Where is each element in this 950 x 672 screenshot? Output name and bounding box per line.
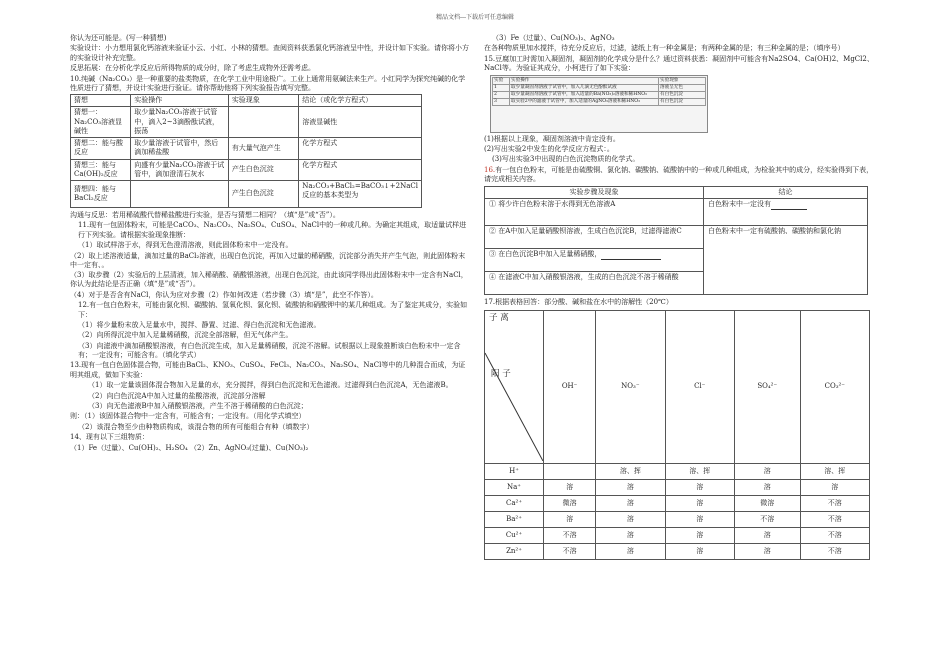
text-line: （3）向滤液中滴加硝酸银溶液，有白色沉淀生成，加入足量稀硝酸，沉淀不溶解。试根据以上现象推断该白色粉末中一定含有；一定没有；可能含有。（填化学式） <box>78 341 461 359</box>
table-header-cell: 猜想 <box>71 95 131 107</box>
table-cell: ② 在A中加入足量硝酸钡溶液，生成白色沉淀B，过滤得滤液C <box>485 226 704 249</box>
table-cell: 2 <box>493 91 510 98</box>
text-line: （3）Fe（过量）、Cu(NO₃)₂、AgNO₃ <box>492 34 615 42</box>
table-cell: 溶 <box>596 511 665 527</box>
table-cell <box>544 463 596 479</box>
table-cell: 溶 <box>596 495 665 511</box>
text-line: 在各种物质里加水搅拌，待充分反应后，过滤，滤纸上有一种金属是；有两种金属的是；有三种金属的是；（填序号） <box>484 44 845 53</box>
text-line: （1）取一定量该固体混合物加入足量的水，充分搅拌，得到白色沉淀和无色滤液。过滤得到白色沉淀A，无色滤液B。 <box>88 381 453 390</box>
right-column <box>484 34 876 560</box>
table-cell <box>131 181 229 208</box>
table-cell: 1 <box>493 84 510 91</box>
left-column <box>70 34 470 454</box>
table-cell: 微溶 <box>734 495 800 511</box>
table-cell: 溶 <box>734 479 800 495</box>
cation-header: Na⁺ <box>485 479 544 495</box>
table-header-row <box>71 95 422 107</box>
text-line: （1）Fe（过量）、Cu(OH)₂、H₂SO₄ （2）Zn、AgNO₃(过量)、Cu(NO₃)₂ <box>70 443 309 452</box>
text-line: 则：（1）该固体混合物中一定含有，可能含有；一定没有。（用化学式填空） <box>70 412 306 421</box>
table-cell: 溶 <box>734 527 800 543</box>
text-line: 15.豆腐加工时需加入凝固剂，凝固剂的化学成分是什么？通过资料获悉：凝固剂中可能含有Na2SO4、Ca(OH)2、MgCl2、NaCl等。为验证其成分，小柯进行了如下实验： <box>484 54 874 73</box>
table-cell: 溶 <box>544 511 596 527</box>
anion-header: OH⁻ <box>544 310 596 463</box>
question-number: 16. <box>484 165 496 174</box>
table-cell: 不溶 <box>800 527 869 543</box>
table-row <box>493 98 706 105</box>
table-cell: 取少量Na₂CO₃溶液于试管中，滴入2~3滴酚酞试液，振荡 <box>131 107 229 138</box>
text-line: （2）该混合物至少由种物质构成，该混合物的所有可能组合有种（填数字） <box>78 422 314 431</box>
table-cell: 溶、挥 <box>596 463 665 479</box>
cation-header: Ba²⁺ <box>485 511 544 527</box>
table-cell: 溶 <box>596 543 665 559</box>
table-row <box>71 107 422 138</box>
table-row <box>493 91 706 98</box>
answer-blank <box>601 252 661 260</box>
table-cell: 有白色沉淀 <box>659 91 706 98</box>
cation-header: Cu²⁺ <box>485 527 544 543</box>
table-cell: 溶 <box>665 527 734 543</box>
text-line: 实验设计：小力想用氯化钙溶液来验证小云、小红、小林的猜想。查阅资料获悉氯化钙溶液呈中性，并设计如下实验。请你将小方的实验设计补充完整。 <box>70 44 469 62</box>
table-row <box>485 199 868 226</box>
table-cell: 溶 <box>596 479 665 495</box>
table-cell: 不溶 <box>800 543 869 559</box>
table-cell: 溶液呈无色 <box>659 84 706 91</box>
q15-experiment-image <box>490 75 708 133</box>
text-line: 10.纯碱（Na₂CO₃）是一种重要的盐类物质，在化学工业中用途极广。工业上通常用氨碱法来生产。小红同学为探究纯碱的化学性质进行了猜想，并设计实验进行验证。请你帮助他将下列实验报告填写完整。 <box>70 74 466 92</box>
page-header: 精品文档---下载后可任意编辑 <box>435 14 515 21</box>
table-cell: 不溶 <box>544 527 596 543</box>
table-header-cell: 结论 <box>704 187 868 199</box>
table-cell: 取少量凝固剂溶液于试管中，加入几滴无色酚酞试液 <box>510 84 659 91</box>
table-cell-text: 白色粉末中一定没有 <box>708 200 771 209</box>
table-cell: 溶 <box>596 527 665 543</box>
table-cell: 化学方程式 <box>299 138 422 159</box>
anion-header: CO₃²⁻ <box>800 310 869 463</box>
table-cell: 溶 <box>665 479 734 495</box>
answer-blank <box>771 202 807 210</box>
table-row <box>485 543 870 559</box>
question-text: 有一包白色粉末，可能是由硫酸铜、氯化钠、碳酸钠、硫酸钠中的一种或几种组成，为检验其中的成分，经实验得到下表，请完成相关内容。 <box>484 165 874 183</box>
table-cell: 不溶 <box>800 511 869 527</box>
table-cell: 产生白色沉淀 <box>228 181 298 208</box>
table-cell: 猜想一：Na₂CO₃溶液显碱性 <box>71 107 131 138</box>
table-cell: 白色粉末中一定有硫酸钠、碳酸钠和氯化钠 <box>704 226 868 295</box>
anion-header: SO₄²⁻ <box>734 310 800 463</box>
table-cell: 有白色沉淀 <box>659 98 706 105</box>
table-cell: ④ 在滤液C中加入硝酸银溶液，生成的白色沉淀不溶于稀硝酸 <box>485 272 704 295</box>
table-cell <box>485 249 704 272</box>
text-line: （3）向无色滤液B中加入硝酸银溶液，产生不溶于稀硝酸的白色沉淀； <box>88 401 308 410</box>
q15-table <box>492 77 706 106</box>
table-cell: 溶 <box>665 495 734 511</box>
table-header-cell: 实验 <box>493 77 510 84</box>
table-cell: 取实验2中的滤液于试管中，加入适量的AgNO₃溶液和稀HNO₃ <box>510 98 659 105</box>
q10-table <box>70 94 422 208</box>
table-cell: 化学方程式 <box>299 159 422 180</box>
text-line: 14、现有以下三组物质： <box>70 433 149 442</box>
table-row <box>71 138 422 159</box>
table-cell <box>228 107 298 138</box>
diagonal-header-cell <box>485 310 544 463</box>
text-line: （2）向所得沉淀中加入足量稀硝酸，沉淀全部溶解，但无气体产生。 <box>78 331 293 340</box>
table-cell: ① 将少许白色粉末溶于水得到无色溶液A <box>485 199 704 226</box>
table-cell: 不溶 <box>544 543 596 559</box>
text-line: （1）取试样溶于水，得到无色澄清溶液，则此固体粉末中一定没有。 <box>78 241 293 250</box>
table-cell: Na₂CO₃+BaCl₂=BaCO₃↓+2NaCl 反应的基本类型为 <box>299 181 422 208</box>
table-cell: 不溶 <box>800 495 869 511</box>
diagonal-line <box>485 311 543 461</box>
table-row <box>485 463 870 479</box>
text-line: 你认为还可能是。(写一种猜想) <box>70 34 167 42</box>
table-header-row <box>485 187 868 199</box>
cation-header: Zn²⁺ <box>485 543 544 559</box>
q16-intro <box>484 166 876 184</box>
table-cell: 3 <box>493 98 510 105</box>
table-header-row <box>485 310 870 463</box>
table-row <box>485 226 868 249</box>
table-row <box>71 159 422 180</box>
table-cell: 溶 <box>665 511 734 527</box>
table-header-cell: 实验步骤及现象 <box>485 187 704 199</box>
q16-table <box>484 186 868 295</box>
cation-header: Ca²⁺ <box>485 495 544 511</box>
table-cell-text: ③ 在白色沉淀B中加入足量稀硝酸， <box>489 250 602 259</box>
table-row <box>71 181 422 208</box>
diagonal-top-label: 子 离 <box>489 312 509 323</box>
text-line: 12.有一包白色粉末，可能由氯化钡、碳酸钠、氢氧化钡、氯化钡、硫酸钠和硝酸钾中的某几种组成。为了鉴定其成分，实验如下： <box>78 301 468 319</box>
text-line: （4）对于是否含有NaCl，你认为应对步骤（2）作如何改进（若步骤（3）填“是”，此空不作答）。 <box>70 290 378 299</box>
table-row <box>485 495 870 511</box>
table-header-cell: 结论（或化学方程式） <box>299 95 422 107</box>
diagonal-bottom-label: 阳 子 <box>491 368 511 379</box>
cation-header: H⁺ <box>485 463 544 479</box>
table-cell: 溶、挥 <box>665 463 734 479</box>
table-cell: 不溶 <box>734 511 800 527</box>
table-cell: 猜想三：能与Ca(OH)₂反应 <box>71 159 131 180</box>
table-header-cell: 实验操作 <box>131 95 229 107</box>
table-row <box>485 527 870 543</box>
table-cell: 溶、挥 <box>800 463 869 479</box>
table-cell: 取少量溶液于试管中，然后滴加稀盐酸 <box>131 138 229 159</box>
table-header-row <box>493 77 706 84</box>
text-line: 11.现有一包固体粉末，可能是CaCO₃、Na₂CO₃、Na₂SO₄、CuSO₄、NaCl中的一种或几种。为确定其组成，取适量试样进行下列实验。请根据实验现象推断： <box>78 221 467 239</box>
text-line: (1)根据以上现象，凝固剂溶液中肯定没有。 <box>484 134 620 143</box>
table-header-cell: 实验现象 <box>228 95 298 107</box>
table-cell: 猜想二：能与酸反应 <box>71 138 131 159</box>
table-row <box>493 84 706 91</box>
text-line: 17.根据表格回答：部分酸、碱和盐在水中的溶解性（20℃） <box>484 298 673 307</box>
table-cell <box>704 199 868 226</box>
text-line: （3）取步骤（2）实验后的上层清液，加入稀硝酸、硝酸银溶液，出现白色沉淀，由此该同学得出此固体粉末中一定含有NaCl，你认为此结论是否正确（填“是”或“否”）。 <box>70 271 468 289</box>
text-line: （2）取上述溶液适量，滴加过量的BaCl₂溶液，出现白色沉淀，再加入过量的稀硝酸，沉淀部分消失并产生气泡，则此固体粉末中一定有、。 <box>70 251 466 269</box>
table-cell: 溶 <box>734 463 800 479</box>
table-cell: 溶 <box>800 479 869 495</box>
table-row <box>485 479 870 495</box>
table-cell: 有大量气泡产生 <box>228 138 298 159</box>
anion-header: NO₃⁻ <box>596 310 665 463</box>
text-line: （2）向白色沉淀A中加入过量的盐酸溶液，沉淀部分溶解 <box>88 391 266 400</box>
table-cell: 产生白色沉淀 <box>228 159 298 180</box>
table-cell: 取少量凝固剂溶液于试管中，加入适量的Ba(NO₃)₂溶液和稀HNO₃ <box>510 91 659 98</box>
table-row <box>485 511 870 527</box>
table-cell: 溶 <box>734 543 800 559</box>
text-line: (3)写出实验3中出现的白色沉淀物质的化学式。 <box>492 155 640 164</box>
table-cell: 向盛有少量Na₂CO₃溶液于试管中，滴加澄清石灰水 <box>131 159 229 180</box>
table-header-cell: 实验现象 <box>659 77 706 84</box>
text-line: （1）将少量粉末放入足量水中，搅拌、静置、过滤、得白色沉淀和无色滤液。 <box>78 320 321 329</box>
table-cell: 溶液显碱性 <box>299 107 422 138</box>
table-cell: 溶 <box>665 543 734 559</box>
text-line: (2)写出实验2中发生的化学反应方程式：。 <box>484 144 614 153</box>
solubility-table <box>484 310 870 560</box>
text-line: 13.现有一包白色固体混合物，可能由BaCl₂、KNO₃、CuSO₄、FeCl₃、Na₂CO₃、Na₂SO₄、NaCl等中的几种混合而成，为证明其组成，做如下实验： <box>70 361 466 379</box>
table-header-cell: 实验操作 <box>510 77 659 84</box>
anion-header: Cl⁻ <box>665 310 734 463</box>
text-line: 沟通与反思：若用稀硫酸代替稀盐酸进行实验，是否与猜想二相同？（填“是”或“否”）。 <box>70 211 340 220</box>
text-line: 反思拓展：在分析化学反应后所得物质的成分时，除了考虑生成物外还需考虑。 <box>70 64 315 73</box>
table-cell: 微溶 <box>544 495 596 511</box>
table-cell: 溶 <box>544 479 596 495</box>
table-cell: 猜想四：能与BaCl₂反应 <box>71 181 131 208</box>
